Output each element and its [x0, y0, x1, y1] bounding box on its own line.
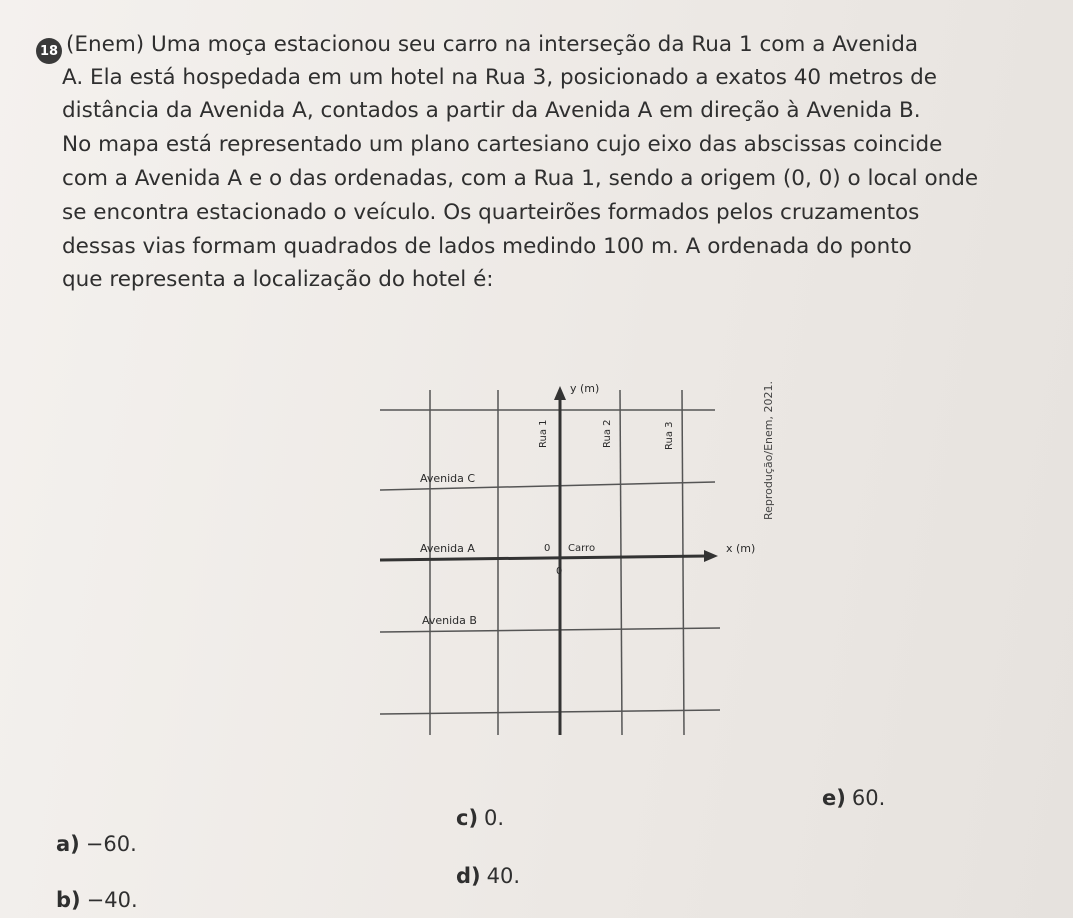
avenue-label-b: Avenida B: [422, 614, 477, 627]
option-letter: c): [456, 806, 479, 830]
option-e[interactable]: [822, 786, 885, 810]
y-axis-arrow: [554, 386, 566, 400]
option-letter: b): [56, 888, 81, 912]
question-line: A. Ela está hospedada em um hotel na Rua 3, posicionado a exatos 40 metros de: [62, 65, 937, 90]
x-axis-arrow: [704, 550, 718, 562]
street-label-rua-3: Rua 3: [664, 421, 675, 450]
option-c[interactable]: [456, 806, 504, 830]
question-line: com a Avenida A e o das ordenadas, com a Rua 1, sendo a origem (0, 0) o local onde: [62, 166, 979, 191]
avenue-label-a: Avenida A: [420, 542, 475, 555]
car-label: Carro: [568, 543, 596, 554]
street-map-figure: [370, 370, 780, 750]
option-text: 60.: [851, 786, 886, 810]
y-axis-label: y (m): [570, 382, 600, 395]
question-number-badge: [36, 38, 62, 64]
image-credit: Reprodução/Enem, 2021.: [762, 381, 775, 520]
option-d[interactable]: [456, 864, 520, 888]
option-letter: e): [822, 786, 846, 810]
option-text: −60.: [85, 832, 137, 856]
street-label-rua-1: Rua 1: [538, 419, 549, 448]
origin-label-below: 0: [556, 566, 563, 577]
option-text: 40.: [486, 864, 521, 888]
option-text: −40.: [86, 888, 138, 912]
rua-3-line: [682, 390, 684, 735]
option-letter: d): [456, 864, 481, 888]
avenida-b-line: [380, 628, 720, 632]
question-line: dessas vias formam quadrados de lados medindo 100 m. A ordenada do ponto: [62, 234, 912, 259]
option-text: 0.: [484, 806, 505, 830]
question-line: se encontra estacionado o veículo. Os quarteirões formados pelos cruzamentos: [62, 200, 920, 225]
question-number: 18: [39, 43, 59, 59]
option-letter: a): [56, 832, 80, 856]
option-b[interactable]: [56, 888, 138, 912]
origin-label: 0: [544, 543, 551, 554]
option-a[interactable]: [56, 832, 137, 856]
street-label-rua-2: Rua 2: [602, 419, 613, 448]
question-line: No mapa está representado um plano cartesiano cujo eixo das abscissas coincide: [62, 132, 943, 157]
rua-2-line: [620, 390, 622, 735]
question-line: (Enem) Uma moça estacionou seu carro na interseção da Rua 1 com a Avenida: [66, 32, 919, 57]
question-line: que representa a localização do hotel é:: [62, 267, 494, 292]
x-axis-label: x (m): [726, 542, 756, 555]
street-map: [370, 370, 780, 750]
avenue-label-c: Avenida C: [420, 472, 476, 485]
bottom-street-line: [380, 710, 720, 714]
question-line: distância da Avenida A, contados a partir da Avenida A em direção à Avenida B.: [62, 98, 921, 123]
x-axis: [380, 556, 708, 560]
